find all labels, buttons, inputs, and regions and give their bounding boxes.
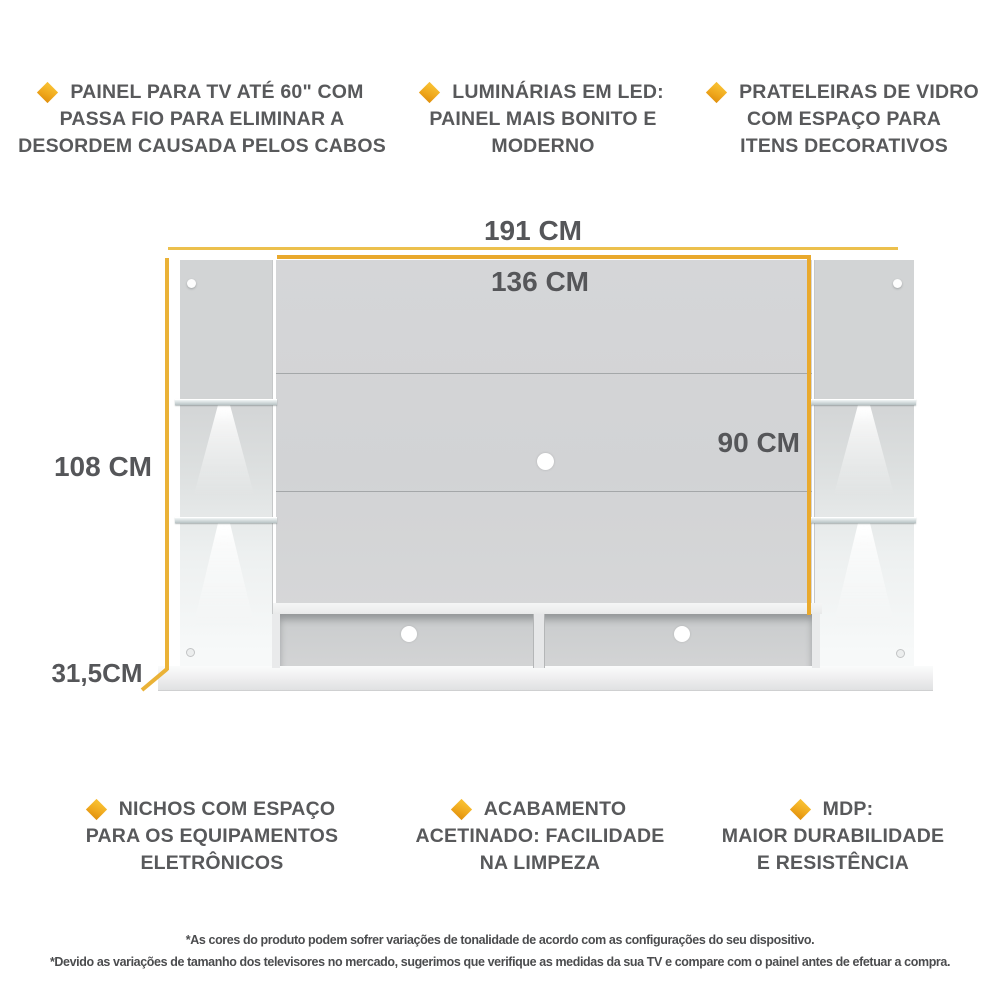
feature-line: [398, 79, 688, 106]
glass-shelf: [811, 399, 916, 405]
footnote-tv-sizes: *Devido as variações de tamanho dos televisores no mercado, sugerimos que verifique as medidas da sua TV e compare com o painel antes de efetuar a compra.: [49, 954, 951, 969]
glass-shelf: [175, 517, 277, 523]
feature-satin-finish: [393, 796, 687, 877]
dimension-label-panel-height: 90 CM: [717, 427, 800, 458]
cable-hole: [537, 453, 554, 470]
diamond-bullet-icon: [86, 799, 107, 820]
feature-line: [702, 79, 986, 106]
diamond-bullet-icon: [37, 82, 58, 103]
diamond-bullet-icon: [451, 799, 472, 820]
base-board: [158, 666, 933, 691]
dimension-label-shelf-depth: 31,5CM: [51, 658, 143, 688]
feature-text: LUMINÁRIAS EM LED:: [452, 81, 664, 103]
feature-line: E RESISTÊNCIA: [756, 852, 910, 874]
glass-shelf: [811, 517, 916, 523]
feature-text: MDP:: [822, 798, 874, 820]
feature-line: PASSA FIO PARA ELIMINAR A: [59, 108, 345, 130]
feature-line: ACETINADO: FACILIDADE: [415, 825, 665, 847]
dimension-label-panel-width: 136 CM: [490, 266, 590, 297]
led-spot-dot: [893, 279, 902, 288]
dimension-label-total-width: 191 CM: [483, 215, 583, 246]
feature-text: PAINEL PARA TV ATÉ 60" COM: [70, 81, 364, 103]
glass-shelf: [175, 399, 277, 405]
panel-seam: [276, 373, 812, 374]
feature-line: [693, 796, 973, 823]
feature-line: ITENS DECORATIVOS: [740, 135, 948, 157]
dimension-label-total-height: 108 CM: [53, 451, 153, 482]
feature-text: PRATELEIRAS DE VIDRO: [739, 81, 979, 103]
feature-glass-shelves: [702, 79, 986, 160]
equipment-niche: [280, 614, 812, 668]
diamond-bullet-icon: [706, 82, 727, 103]
panel-seam: [276, 491, 812, 492]
feature-line: ELETRÔNICOS: [140, 852, 284, 874]
diamond-bullet-icon: [790, 799, 811, 820]
feature-niches: [43, 796, 381, 877]
dimension-line-total-width: [168, 247, 898, 250]
lower-shelf-top: [273, 603, 822, 614]
dimension-line-panel-height: [807, 255, 811, 615]
feature-line: [43, 796, 381, 823]
feature-line: PAINEL MAIS BONITO E: [429, 108, 657, 130]
feature-line: MODERNO: [491, 135, 595, 157]
feature-line: PARA OS EQUIPAMENTOS: [85, 825, 339, 847]
diamond-bullet-icon: [419, 82, 440, 103]
feature-text: NICHOS COM ESPAÇO: [118, 798, 336, 820]
niche-wall: [812, 614, 820, 668]
feature-line: COM ESPAÇO PARA: [746, 108, 942, 130]
cable-hole-left-niche: [401, 626, 417, 642]
footnote-colors: *As cores do produto podem sofrer variações de tonalidade de acordo com as configurações do seu dispositivo.: [185, 932, 815, 947]
feature-led-lights: [398, 79, 688, 160]
feature-line: DESORDEM CAUSADA PELOS CABOS: [18, 135, 386, 157]
feature-tv-panel: [14, 79, 390, 160]
feature-line: NA LIMPEZA: [479, 852, 601, 874]
screw-dot: [896, 649, 905, 658]
niche-wall: [272, 614, 280, 668]
dimension-line-panel-width: [277, 255, 811, 259]
feature-mdp: [693, 796, 973, 877]
feature-line: [14, 79, 390, 106]
feature-line: MAIOR DURABILIDADE: [721, 825, 945, 847]
cable-hole-right-niche: [674, 626, 690, 642]
screw-dot: [186, 648, 195, 657]
led-spot-dot: [187, 279, 196, 288]
feature-text: ACABAMENTO: [483, 798, 627, 820]
feature-line: [393, 796, 687, 823]
niche-divider: [533, 614, 545, 668]
